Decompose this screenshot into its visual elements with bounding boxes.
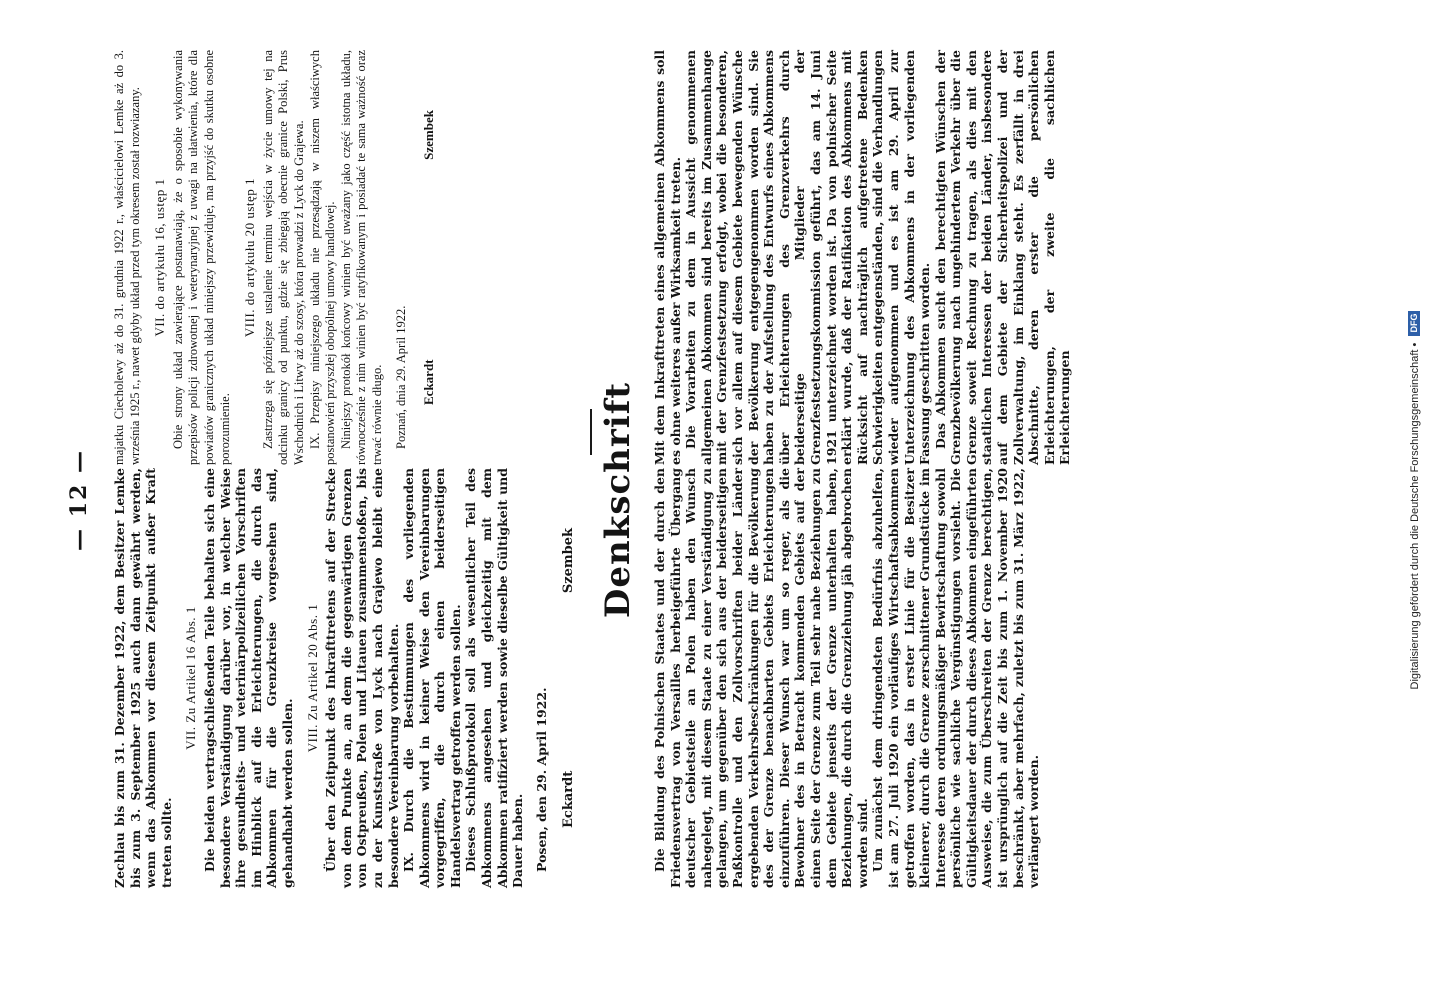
signature-szembek: Szembek <box>561 528 577 594</box>
german-paragraph-ix: IX. Durch die Bestimmungen des vorliegenden Abkommens wird in keiner Weise den Vereinbarungen vorgegriffen, die durch einen beiderseitigen Handelsvertrag getroffen werden sollen. <box>401 468 463 888</box>
german-protocol-column <box>112 468 577 888</box>
signature-eckardt: Eckardt <box>561 770 577 828</box>
polish-signatures <box>409 50 437 465</box>
polish-intro: majatku Ciecholewy aż do 31. grudnia 1922 r., właścicielowi Lemke aż do 3. września 1925 r., nawet gdyby układ przed tym okresem został rozwiazany. <box>112 50 142 465</box>
denkschrift-paragraph: Das Abkommen sucht den berechtigten Wünschen der Grenzbevölkerung nach ungehindertem Verkehr über die Grenze soweit Rechnung zu tragen, als dies mit den staatlichen Interessen der beiden Länder, insbesondere auf dem Gebiete der Sicherheitspolizei und der Zollverwaltung, im Einklang steht. Es zerfällt in drei Abschnitte, deren erster die persönlichen Erleichterungen, der zweite die sachlichen Erleichterungen <box>932 50 1073 465</box>
polish-paragraph-vii: Obie strony układ zawierające postanawiają, że o sposobie wykonywania przepisów policji zdrowotnej i weterynaryjnej z uwagi na ułatwienia, które dla powiatów granicznych układ niniejszy przewiduje, ma przyjść do skutku osobne porozumienie. <box>170 50 232 465</box>
german-intro: Zechlau bis zum 31. Dezember 1922, dem Besitzer Lemke bis zum 3. September 1925 auch dann gewährt werden, wenn das Abkommen vor diesem Zeitpunkt außer Kraft treten sollte. <box>112 468 174 888</box>
polish-protocol-column <box>112 50 437 465</box>
denkschrift-title: Denkschrift <box>598 381 638 619</box>
polish-paragraph-x: Niniejszy protokół końcowy winien być uważany jako część istotna układu, równocześnie z nim winien być ratyfikowanym i posiadać te sama ważność oraz trwać równie długo. <box>338 50 384 465</box>
polish-heading-vii: VII. do artykułu 16, ustęp 1 <box>152 178 168 337</box>
denkschrift-right-column <box>652 50 1073 465</box>
digitization-footer <box>1408 0 1421 1000</box>
german-signatures <box>549 468 577 888</box>
dfg-logo: DFG <box>1408 311 1420 336</box>
denkschrift-paragraph: Um zunächst dem dringendsten Bedürfnis abzuhelfen, ist am 27. Juli 1920 ein vorläufiges Wirtschaftsabkommen getroffen worden, das in erster Linie für die Besitzer kleinerer, durch die Grenze zerschnittener Grundstücke im Interesse deren ordnungsmäßiger Bewirtschaftung sowohl persönliche wie sachliche Vergünstigungen vorsieht. Die Gültigkeitsdauer der durch dieses Abkommen eingeführten Ausweise, die zum Überschreiten der Grenze berechtigen, ist ursprünglich auf die Zeit bis zum 1. November 1920 beschränkt, aber mehrfach, zuletzt bis zum 31. März 1922, verlängert worden. <box>870 468 1042 888</box>
footer-text: Digitalisierung gefördert durch die Deutsche Forschungsgemeinschaft • <box>1409 342 1421 690</box>
signature-eckardt: Eckardt <box>421 359 437 405</box>
german-heading-viii: VIII. Zu Artikel 20 Abs. 1 <box>304 603 320 753</box>
denkschrift-left-column <box>652 468 1042 888</box>
signature-szembek: Szembek <box>421 110 437 160</box>
polish-paragraph-viii: Zastrzega się późniejsze ustalenie terminu wejścia w życie umowy tej na odcinku granicy od punktu, gdzie się zbiegają obecnie granice Polski, Prus Wschodnich i Litwy aż do szosy, która prowadzi z Lyck do Grajewa. <box>260 50 306 465</box>
page-number: — 12 — <box>66 449 92 551</box>
polish-heading-viii: VIII. do artykułu 20 ustęp 1 <box>242 177 258 338</box>
polish-date: Poznań, dnia 29. April 1922. <box>393 305 408 449</box>
denkschrift-paragraph: Die Vorarbeiten zu dem in Aussicht genommenen allgemeinen Abkommen sind bereits im Zusammenhange mit der Grenzfestsetzung erfolgt, wobei die besonderen, sich vor allem auf diesem Gebiete bewegenden Wünsche der Bevölkerung entgegengenommen worden sind. Sie haben zu der Aufstellung des Entwurfs eines Abkommens über Erleichterungen des Grenzverkehrs durch beiderseitige Mitglieder der Grenzfestsetzungskommission geführt, das am 14. Juni 1921 unterzeichnet worden ist. Da von polnischer Seite erklärt wurde, daß der Ratifikation des Abkommens mit Rücksicht auf nachträglich aufgetretene Bedenken Schwierigkeiten entgegenständen, sind die Verhandlungen wieder aufgenommen und es ist am 29. April zur Unterzeichnung des Abkommens in der vorliegenden Fassung geschritten worden. <box>683 50 933 465</box>
denkschrift-paragraph: Mit dem Inkrafttreten eines allgemeinen Abkommens soll es ohne weiteres außer Wirksamkeit treten. <box>652 50 683 465</box>
german-paragraph-x: Dieses Schlußprotokoll soll als wesentlicher Teil des Abkommens angesehen und gleichzeitig mit dem Abkommen ratifiziert werden sowie dieselbe Gültigkeit und Dauer haben. <box>463 468 526 888</box>
separator-rule <box>590 409 592 455</box>
german-heading-vii: VII. Zu Artikel 16 Abs. 1 <box>183 606 199 750</box>
german-paragraph-viii: Über den Zeitpunkt des Inkrafttretens auf der Strecke von dem Punkte an, an dem die gegenwärtigen Grenzen von Ostpreußen, Polen und Litauen zusammenstoßen, bis zu der Kunststraße von Lyck nach Grajewo bleibt eine besondere Vereinbarung vorbehalten. <box>323 468 401 888</box>
polish-paragraph-ix: IX. Przepisy niniejszego układu nie przesądzają w niszem właściwych postanowień przyszłej obopólnej umowy handlowej. <box>307 50 338 465</box>
german-date: Posen, den 29. April 1922. <box>533 687 549 872</box>
german-paragraph-vii: Die beiden vertragschließenden Teile behalten sich eine besondere Verständigung darüber vor, in welcher Weise ihre gesundheits- und veterinärpolizeilichen Vorschriften im Hinblick auf die Erleichterungen, die durch das Abkommen für die Grenzkreise vorgesehen sind, gehandhabt werden sollen. <box>201 468 295 888</box>
denkschrift-paragraph: Die Bildung des Polnischen Staates und der durch den Friedensvertrag von Versailles herbeigeführte Übergang deutscher Gebietsteile an Polen haben den Wunsch nahegelegt, mit diesem Staate zu einer Verständigung zu gelangen, um gegenüber den sich aus der beiderseitigen Paßkontrolle und den Zollvorschriften beider Länder ergebenden Verkehrsbeschränkungen für die Bevölkerung des der Grenze benachbarten Gebiets Erleichterungen einzuführen. Dieser Wunsch war um so reger, als die Bewohner des in Betracht kommenden Gebiets auf der einen Seite der Grenze zum Teil sehr nahe Beziehungen zu dem Gebiete jenseits der Grenze unterhalten haben, Beziehungen, die durch die Grenzziehung jäh abgebrochen worden sind. <box>652 468 870 888</box>
